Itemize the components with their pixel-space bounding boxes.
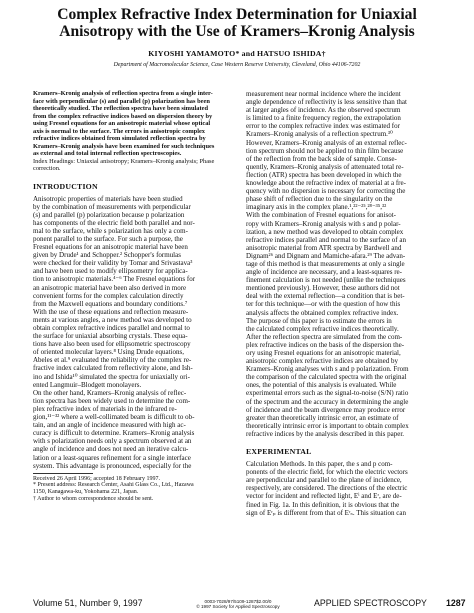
body-line: greater than theoretically intrinsic error, an estimate of xyxy=(246,413,399,422)
body-line: given by Drude¹ and Schopper.² Schopper's formulas xyxy=(33,251,181,260)
body-line: of oriented molecular layers.⁸ Using Drude equations, xyxy=(33,348,184,357)
abstract-line: using Fresnel equations for an anisotropic material whose optical xyxy=(33,120,211,127)
body-line: experimental errors such as the signal-to-noise (S/N) ratio xyxy=(246,389,409,398)
body-line: Fresnel equations for an anisotropic material have been xyxy=(33,243,188,252)
body-line: ented Langmuir–Blodgett monolayers. xyxy=(33,380,142,389)
body-line: finement calculation is not needed (unlike the techniques xyxy=(246,276,406,285)
abstract-line: refractive indices obtained from simulated reflection spectra by xyxy=(33,135,206,142)
body-line: ponents of the electric field, for which the electric vectors xyxy=(246,468,408,477)
body-line: plex refractive index of materials in the infrared re- xyxy=(33,404,177,413)
body-line: from the Maxwell equations and boundary conditions.⁷ xyxy=(33,299,188,308)
page-number: 1287 xyxy=(446,598,466,608)
abstract-line: Kramers–Kronig analysis of reflection spectra from a single inter- xyxy=(33,90,213,97)
footnote-rule xyxy=(33,473,93,474)
body-line: With the use of these equations and reflection measure- xyxy=(33,307,189,316)
body-line: the comparison of the calculated spectra with the original xyxy=(246,373,407,382)
body-line: quency with no dispersion is necessary for correcting the xyxy=(246,187,406,196)
body-line: theoretically intrinsic error is important to obtain complex xyxy=(246,421,409,430)
body-line: imaginary axis in the complex plane.¹,²²⁻²⁵,²⁸⁻³⁵,³² xyxy=(246,203,387,212)
body-line: the surface for uniaxial absorbing crystals. These equa- xyxy=(33,332,188,341)
body-line: with s polarization needs only a spectrum observed at an xyxy=(33,437,192,446)
body-line: anisotropic material from ATR spectra by Bardwell and xyxy=(246,243,402,252)
body-line: However, Kramers–Kronig analysis of an external reflec- xyxy=(246,138,407,147)
body-line: angle dependence of reflectivity is less sensitive than that xyxy=(246,98,407,107)
body-line: fined in Fig. 1a. In this definition, it is obvious that the xyxy=(246,500,400,509)
abstract-line: from the complex refractive indices based on dispersion theory by xyxy=(33,112,213,120)
body-line: system. This advantage is pronounced, especially for the xyxy=(33,461,192,470)
body-line: tain, and an angle of incidence measured with high ac- xyxy=(33,421,186,430)
body-line: ino and Ishida¹⁰ simulated the spectra for uniaxially ori- xyxy=(33,372,190,381)
body-line: convenient forms for the complex calculation directly xyxy=(33,291,184,300)
body-line: the calculated complex refractive indices theoretically. xyxy=(246,324,399,333)
footnote-line: † Author to whom correspondence should be sent. xyxy=(33,496,154,503)
body-line: of the spectrum and the accuracy in determining the angle xyxy=(246,397,409,406)
body-line: With the combination of Fresnel equations for anisot- xyxy=(246,211,396,220)
abstract-line: Kramers–Kronig analysis have been examined for such techniques xyxy=(33,142,215,150)
body-line: tions have also been used for ellipsometric spectroscopy xyxy=(33,340,191,349)
abstract-line: theoretically studied. The reflection spectra have been simulated xyxy=(33,105,209,112)
abstract-line: as external and total internal reflection spectroscopies. xyxy=(33,150,182,157)
body-line: lation or a least-squares refinement for a single interface xyxy=(33,453,191,462)
author-list: KIYOSHI YAMAMOTO* and HATSUO ISHIDA† xyxy=(148,49,326,58)
body-line: tage of this method is that measurements at only a single xyxy=(246,259,405,268)
publication-code-line: 0003-7028/97/5109-1287$2.00/0 xyxy=(204,599,272,604)
body-line: Kramers–Kronig analyses with s and p polarization. From xyxy=(246,365,409,374)
body-line: ments at various angles, a new method was developed to xyxy=(33,315,192,324)
abstract-line: face with perpendicular (s) and parallel (p) polarization has been xyxy=(33,97,210,105)
footnote-line: 1150, Kanagawa-ku, Yokohama 221, Japan. xyxy=(33,489,139,496)
body-line: is limited to a finite frequency region, the extrapolation xyxy=(246,114,401,123)
footnote-line: Received 26 April 1996; accepted 18 February 1997. xyxy=(33,475,160,482)
body-line: knowledge about the refractive index of material at a fre- xyxy=(246,179,406,188)
body-line: ponent parallel to the surface. For such a purpose, the xyxy=(33,234,183,243)
body-line: phase shift of reflection due to the singularity on the xyxy=(246,195,393,204)
footnote-line: * Present address: Research Center, Asahi Glass Co., Ltd., Hazawa xyxy=(33,482,194,489)
abstract xyxy=(33,90,237,173)
body-line: of the reflection from the back side of sample. Conse- xyxy=(246,154,397,163)
body-line: tion to anisotropic materials.⁴⁻⁶ The Fresnel equations for xyxy=(33,275,196,284)
footnotes xyxy=(33,476,237,503)
body-line: ones, the potential of this analysis is evaluated. While xyxy=(246,381,397,390)
body-line: measurement near normal incidence where the incident xyxy=(246,90,401,98)
body-line: an anisotropic material have been also derived in more xyxy=(33,283,187,292)
body-line: at larger angles of incidence. As the observed spectrum xyxy=(246,106,401,115)
index-headings: Index Headings: Uniaxial anisotropy; Kramers–Kronig analysis; Phase correction. xyxy=(33,157,215,172)
body-line: by the combination of measurements with perpendicular xyxy=(33,202,191,211)
body-line: obtain complex refractive indices parallel and normal to xyxy=(33,324,190,332)
body-line: of incidence and the beam divergence may produce error xyxy=(246,405,406,414)
body-line: flection (ATR) spectra has been developed in which the xyxy=(246,170,402,179)
abstract-line: axis is normal to the surface. The errors in anisotropic complex xyxy=(33,127,206,135)
body-line: gion,¹¹⁻³² where a well-collimated beam is difficult to ob- xyxy=(33,413,195,422)
body-line: vector for incident and reflected light, Eⁱ and Eʳ, are de- xyxy=(246,492,402,501)
journal-name: APPLIED SPECTROSCOPY xyxy=(314,598,427,608)
volume-issue: Volume 51, Number 9, 1997 xyxy=(33,598,143,608)
article-title xyxy=(0,6,474,40)
body-line: Abeles et al.⁹ evaluated the reliability of the complex re- xyxy=(33,356,192,365)
body-line: Dignam²⁶ and Dignam and Mamiche-afara.²⁹ The advan- xyxy=(246,251,406,260)
left-column xyxy=(33,90,237,503)
right-body-1 xyxy=(246,90,450,438)
publication-codes xyxy=(190,599,286,609)
body-line: mal to the surface, while s polarization has only a com- xyxy=(33,226,188,235)
body-line: error to the complex refractive index was estimated for xyxy=(246,122,400,131)
right-body-2 xyxy=(246,460,450,517)
body-line: tion spectra has been widely used to determine the com- xyxy=(33,396,191,405)
body-line: Kramers–Kronig analysis of a reflection spectrum.³⁰ xyxy=(246,130,393,139)
body-line: sign of Eʳₚ is different from that of Eʳₛ. This situation can xyxy=(246,508,406,517)
body-line: ization, a new method was developed to obtain complex xyxy=(246,227,404,236)
publication-code-line: © 1997 Society for Applied Spectroscopy xyxy=(196,604,280,610)
body-line: were checked for their validity by Tomar and Srivastava³ xyxy=(33,259,193,268)
body-line: analysis affects the obtained complex refractive index. xyxy=(246,308,399,317)
body-line: deal with the external reflection—a condition that is bet- xyxy=(246,292,405,301)
body-line: angle of incidence are necessary, and a least-squares re- xyxy=(246,268,402,277)
body-line: refractive indices by the analysis described in this paper. xyxy=(246,429,405,438)
body-line: quently, Kramers–Kronig analysis of attenuated total re- xyxy=(246,162,404,171)
article-title-line-1: Complex Refractive Index Determination for Uniaxial xyxy=(57,6,417,23)
body-line: ory using Fresnel equations for an anisotropic material, xyxy=(246,349,401,357)
body-line: and have been used to modify ellipsometry for applica- xyxy=(33,267,188,276)
body-line: refractive indices parallel and normal to the surface of an xyxy=(246,235,406,244)
introduction-body xyxy=(33,195,237,470)
body-line: respectively, are considered. The directions of the electric xyxy=(246,484,408,493)
body-line: fractive index calculated from reflectivity alone, and Ish- xyxy=(33,364,193,373)
body-line: are perpendicular and parallel to the plane of incidence, xyxy=(246,476,402,485)
body-line: ropy with Kramers–Kronig analysis with s and p polar- xyxy=(246,219,401,228)
body-line: Anisotropic properties of materials have been studied xyxy=(33,194,183,203)
introduction-heading: INTRODUCTION xyxy=(33,181,98,191)
body-line: tion spectrum should not be applied to thin film because xyxy=(246,146,404,155)
experimental-heading: EXPERIMENTAL xyxy=(246,447,312,457)
body-line: Calculation Methods. In this paper, the s and p com- xyxy=(246,460,393,469)
body-line: has components of the electric field both parallel and nor- xyxy=(33,218,195,227)
author-affiliation: Department of Macromolecular Science, Case Western Reserve University, Cleveland, Ohio 44106-7202 xyxy=(113,62,361,68)
right-column xyxy=(246,90,450,517)
body-line: plex refractive indices on the basis of the dispersion the- xyxy=(246,340,405,349)
article-title-line-2: Anisotropy with the Use of Kramers–Kronig Analysis xyxy=(59,23,415,40)
body-line: mentioned previously). However, these authors did not xyxy=(246,284,400,293)
body-line: ter for this technique—or with the question of how this xyxy=(246,300,401,309)
body-line: After the reflection spectra are simulated from the com- xyxy=(246,332,403,341)
body-line: The purpose of this paper is to estimate the errors in xyxy=(246,316,392,325)
body-line: curacy is difficult to determine. Kramers–Kronig analysis xyxy=(33,429,195,438)
body-line: anisotropic complex refractive indices are obtained by xyxy=(246,357,398,366)
body-line: (s) and parallel (p) polarization because p polarization xyxy=(33,210,185,219)
body-line: angle of incidence and does not need an iterative calcu- xyxy=(33,445,189,454)
body-line: On the other hand, Kramers–Kronig analysis of reflec- xyxy=(33,388,187,397)
